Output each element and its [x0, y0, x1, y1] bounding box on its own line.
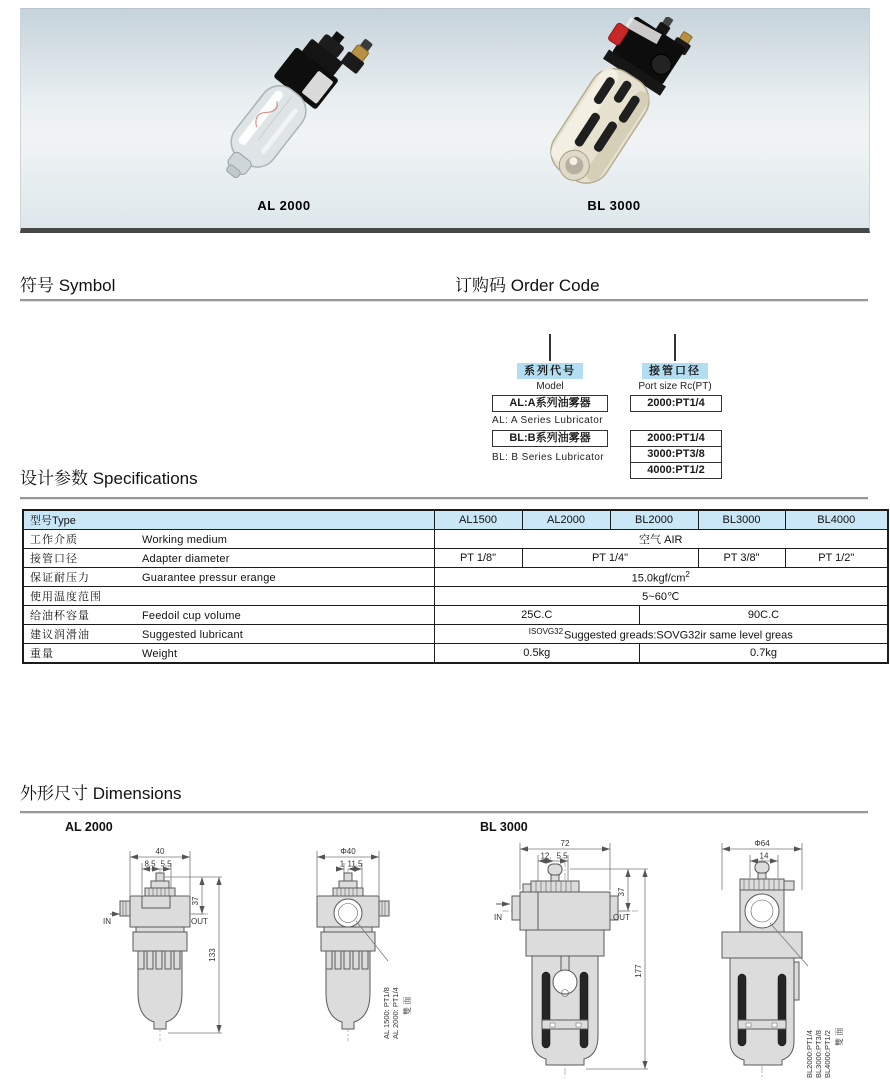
pressure-value: $15.0kgf/cm^2$ [434, 568, 888, 587]
row-label-en: Suggested lubricant [142, 629, 244, 641]
cup-large: 90C.C [747, 609, 780, 621]
spec-row-pressure [23, 568, 888, 587]
bl3000-assembly [532, 17, 699, 196]
dimensions-label-bl3000: BL 3000 [480, 820, 528, 834]
al2000-assembly [210, 21, 377, 197]
row-label-zh: 使用温度范围 [30, 591, 102, 603]
al-series-box: AL:A系列油雾器 [492, 395, 608, 412]
spec-row-temperature [23, 587, 888, 606]
spec-header-row [23, 510, 888, 530]
model-label: 系列代号 [517, 363, 583, 379]
dim-5-5-bl: 5.5 [556, 851, 568, 861]
row-label-en: Weight [142, 648, 178, 660]
spec-header-bl4000: BL4000 [785, 510, 888, 530]
section-title-specifications: 设计参数 Specifications [20, 469, 198, 488]
product-photo-panel [20, 8, 870, 233]
in-label: IN [103, 917, 111, 926]
caption-al2000: AL 2000 [257, 198, 311, 213]
bl-port-box-3: 4000:PT1/2 [630, 462, 722, 479]
row-label-zh: 建议润滑油 [30, 629, 90, 641]
section-title-dimensions: 外形尺寸 Dimensions [20, 784, 182, 803]
note-bl4000: BL4000:PT1/2 [823, 1030, 832, 1078]
spec-row-cup [23, 606, 888, 625]
dim-177: 177 [634, 964, 643, 978]
dim-5-5: 5.5 [160, 859, 172, 869]
lubricant-value: $^{ISOVG32}$Suggested greads:SOVG32ir same level greas [434, 625, 888, 644]
out-label-bl: OUT [613, 913, 630, 922]
model-tick-line [549, 334, 551, 361]
section-rule-2 [20, 497, 868, 500]
dim-72: 72 [560, 839, 570, 848]
dim-14: 14 [759, 851, 769, 861]
row-label-zh: 重量 [30, 648, 54, 660]
dim-8-5: 8.5 [144, 859, 156, 869]
product-photo-bl3000 [491, 17, 731, 202]
row-label-en: Adapter diameter [142, 553, 230, 565]
dim-37: 37 [191, 896, 200, 906]
row-label-en: Guarantee pressur erange [142, 572, 276, 584]
dim-37-bl: 37 [617, 887, 626, 897]
dim-11-5: 11.5 [347, 859, 363, 869]
dim-phi40: Φ40 [340, 847, 356, 856]
spec-header-bl3000: BL3000 [698, 510, 785, 530]
adapter-al1500: PT 1/8" [434, 549, 522, 568]
port-sublabel: Port size Rc(PT) [638, 381, 712, 392]
temperature-value: 5~60℃ [434, 587, 888, 606]
adapter-al2000-bl2000: PT 1/4" [522, 549, 698, 568]
section-rule-1 [20, 299, 868, 302]
bl-port-box-2: 3000:PT3/8 [630, 446, 722, 463]
spec-header-al2000: AL2000 [522, 510, 610, 530]
bl-port-box-1: 2000:PT1/4 [630, 430, 722, 447]
adapter-bl4000: PT 1/2" [785, 549, 888, 568]
spec-table [22, 509, 889, 664]
weight-large: 0.7kg [750, 647, 777, 659]
note-bl3000: BL3000:PT3/8 [814, 1030, 823, 1078]
drawing-al2000-side [288, 843, 428, 1071]
note-bl2000: BL2000:PT1/4 [805, 1030, 814, 1078]
row-label-zh: 接管口径 [30, 553, 78, 565]
bl-series-box: BL:B系列油雾器 [492, 430, 608, 447]
section-title-symbol: 符号 Symbol [20, 276, 116, 295]
port-tick-line [674, 334, 676, 361]
drawing-al2000-front [98, 843, 233, 1071]
dim-40: 40 [155, 847, 165, 856]
adapter-bl3000: PT 3/8" [698, 549, 785, 568]
dim-12: 12. [540, 851, 552, 861]
note-al2000: AL 2000: PT1/4 [391, 987, 400, 1039]
in-label-bl: IN [494, 913, 502, 922]
row-label-en: Feedoil cup volume [142, 610, 241, 622]
dim-1: 1 [339, 859, 345, 869]
spec-header-bl2000: BL2000 [610, 510, 698, 530]
medium-value: 空气 AIR [434, 530, 888, 549]
product-photo-al2000 [161, 21, 401, 201]
note-double-face-bl: 雙 面 [835, 1027, 844, 1046]
spec-row-lubricant [23, 625, 888, 644]
spec-header-type: 型号Type [23, 510, 434, 530]
row-label-en: Working medium [142, 534, 228, 546]
dim-133: 133 [208, 948, 217, 962]
note-double-face-al: 雙 面 [403, 996, 412, 1015]
weight-small: 0.5kg [435, 644, 641, 662]
dimensions-label-al2000: AL 2000 [65, 820, 113, 834]
section-title-order-code: 订购码 Order Code [455, 276, 600, 295]
al-port-box: 2000:PT1/4 [630, 395, 722, 412]
port-label: 接管口径 [642, 363, 708, 379]
dim-phi64: Φ64 [754, 839, 770, 848]
note-al1500: AL 1500: PT1/8 [382, 987, 391, 1039]
drawing-bl3000-front [492, 836, 657, 1088]
drawing-bl3000-side [702, 836, 862, 1088]
spec-row-adapter [23, 549, 888, 568]
section-rule-3 [20, 811, 868, 814]
model-sublabel: Model [536, 381, 564, 392]
bl-series-desc: BL: B Series Lubricator [492, 452, 605, 463]
row-label-zh: 工作介质 [30, 534, 78, 546]
row-label-zh: 保证耐压力 [30, 572, 90, 584]
spec-row-medium [23, 530, 888, 549]
spec-row-weight [23, 644, 888, 664]
spec-header-al1500: AL1500 [434, 510, 522, 530]
cup-small: 25C.C [435, 606, 641, 624]
al-series-desc: AL: A Series Lubricator [492, 415, 603, 426]
order-code-diagram [470, 334, 750, 484]
caption-bl3000: BL 3000 [587, 198, 641, 213]
row-label-zh: 给油杯容量 [30, 610, 90, 622]
out-label: OUT [191, 917, 208, 926]
